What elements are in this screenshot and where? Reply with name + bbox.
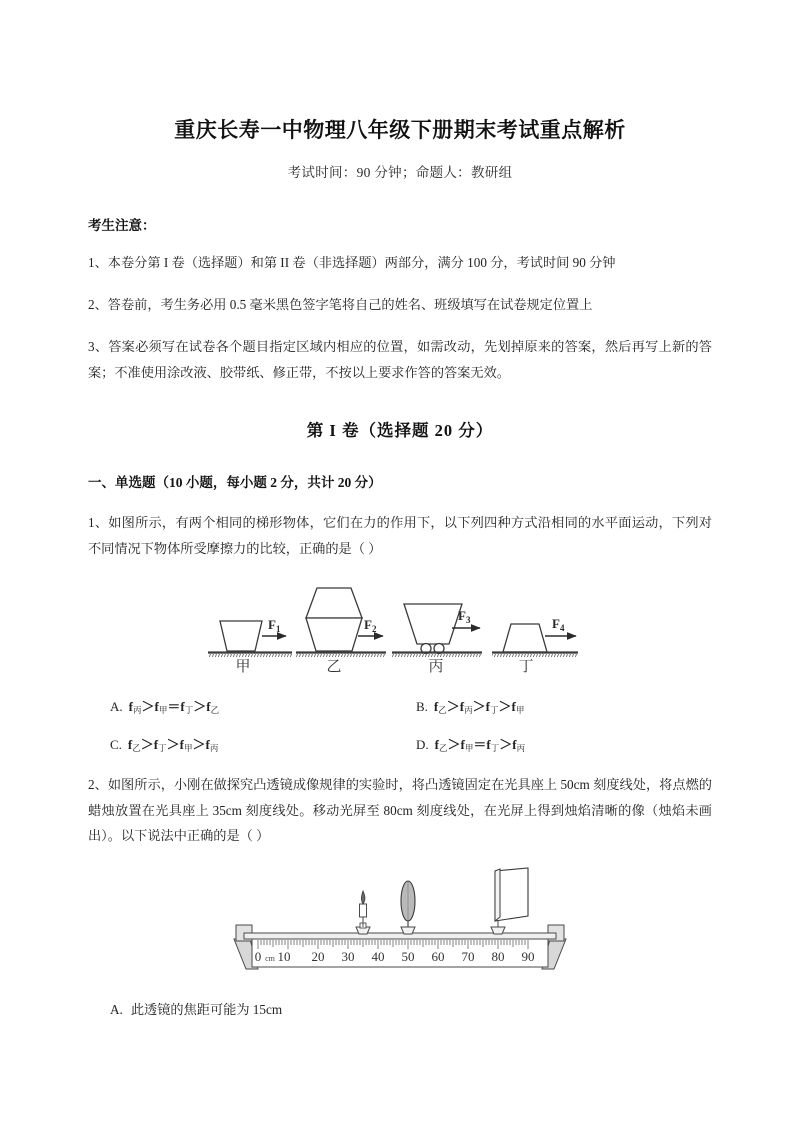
- question-2-option-a-label: A.: [110, 1002, 123, 1017]
- option-c-expression: $f_乙>f_丁>f_甲>f_丙$: [127, 736, 219, 753]
- force-label-f2: $F_2$: [364, 616, 377, 634]
- optical-bench-diagram: [232, 865, 568, 977]
- candle: [356, 891, 370, 934]
- block-bing: [392, 604, 482, 675]
- block-ding: [492, 616, 578, 675]
- question-1-options: [88, 676, 712, 753]
- block-label-ding: 丁: [518, 658, 534, 675]
- notice-item-3: 3、答案必须写在试卷各个题目指定区域内相应的位置，如需改动，先划掉原来的答案，然后再写上新的答案；不准使用涂改液、胶带纸、修正带，不按以上要求作答的答案无效。: [88, 338, 712, 380]
- option-d[interactable]: [416, 734, 712, 753]
- force-label-f3: $F_3$: [458, 607, 471, 625]
- exam-subtitle: 考试时间：90 分钟；命题人：教研组: [287, 165, 513, 181]
- option-a[interactable]: [110, 696, 406, 715]
- force-label-f1: $F_1$: [268, 616, 281, 634]
- notice-item-1: 1、本卷分第 I 卷（选择题）和第 II 卷（非选择题）两部分，满分 100 分，考试时间 90 分钟: [88, 255, 616, 271]
- option-d-label: D.: [416, 736, 429, 752]
- notice-item-2: 2、答卷前，考生务必用 0.5 毫米黑色签字笔将自己的姓名、班级填写在试卷规定位置上: [88, 297, 593, 313]
- tick-50: 50: [401, 949, 415, 964]
- block-yi: [296, 588, 386, 675]
- tick-20: 20: [311, 949, 325, 964]
- friction-blocks-diagram: [200, 578, 600, 676]
- tick-80: 80: [491, 949, 505, 964]
- light-screen: [491, 868, 528, 934]
- question-2-option-a-text: 此透镜的焦距可能为 15cm: [130, 1002, 283, 1017]
- option-b[interactable]: [416, 696, 712, 715]
- option-b-label: B.: [416, 698, 428, 714]
- block-label-bing: 丙: [428, 658, 444, 675]
- option-a-label: A.: [110, 698, 123, 714]
- option-c-label: C.: [110, 736, 122, 752]
- part-heading: 第 I 卷（选择题 20 分）: [306, 421, 494, 441]
- tick-10: 10: [277, 949, 291, 964]
- tick-60: 60: [431, 949, 445, 964]
- option-b-expression: $f_乙>f_丙>f_丁>f_甲$: [433, 698, 525, 715]
- force-label-f4: $F_4$: [552, 615, 565, 633]
- option-d-expression: $f_乙>f_甲=f_丁>f_丙$: [434, 736, 526, 753]
- tick-40: 40: [371, 949, 385, 964]
- tick-70: 70: [461, 949, 475, 964]
- option-c[interactable]: [110, 734, 406, 753]
- option-a-expression: $f_丙>f_甲=f_丁>f_乙$: [128, 698, 220, 715]
- tick-90: 90: [521, 949, 535, 964]
- question-2-text: 2、如图所示，小刚在做探究凸透镜成像规律的实验时，将凸透镜固定在光具座上 50cm 刻度线处，将点燃的蜡烛放置在光具座上 35cm 刻度线处。移动光屏至 80cm 刻度线处，在光屏上得到烛焰清晰的像（烛焰未画出）。以下说法中正确的是（ ）: [88, 776, 712, 844]
- question-1-text: 1、如图所示，有两个相同的梯形物体，它们在力的作用下，以下列四种方式沿相同的水平面运动，下列对不同情况下物体所受摩擦力的比较，正确的是（ ）: [88, 515, 712, 557]
- question-2-figure: [88, 849, 712, 977]
- block-label-yi: 乙: [326, 658, 342, 675]
- question-1-figure: [88, 562, 712, 676]
- page-title: 重庆长寿一中物理八年级下册期末考试重点解析: [174, 118, 626, 142]
- scale-unit-label: cm: [265, 954, 275, 963]
- convex-lens: [401, 881, 415, 934]
- block-jia: [208, 617, 292, 675]
- block-label-jia: 甲: [235, 658, 251, 675]
- question-2-option-a[interactable]: [88, 977, 712, 1018]
- tick-30: 30: [341, 949, 355, 964]
- section-heading: 一、单选题（10 小题，每小题 2 分，共计 20 分）: [88, 475, 382, 491]
- notice-title: 考生注意：: [88, 218, 156, 234]
- tick-0: 0: [254, 949, 262, 964]
